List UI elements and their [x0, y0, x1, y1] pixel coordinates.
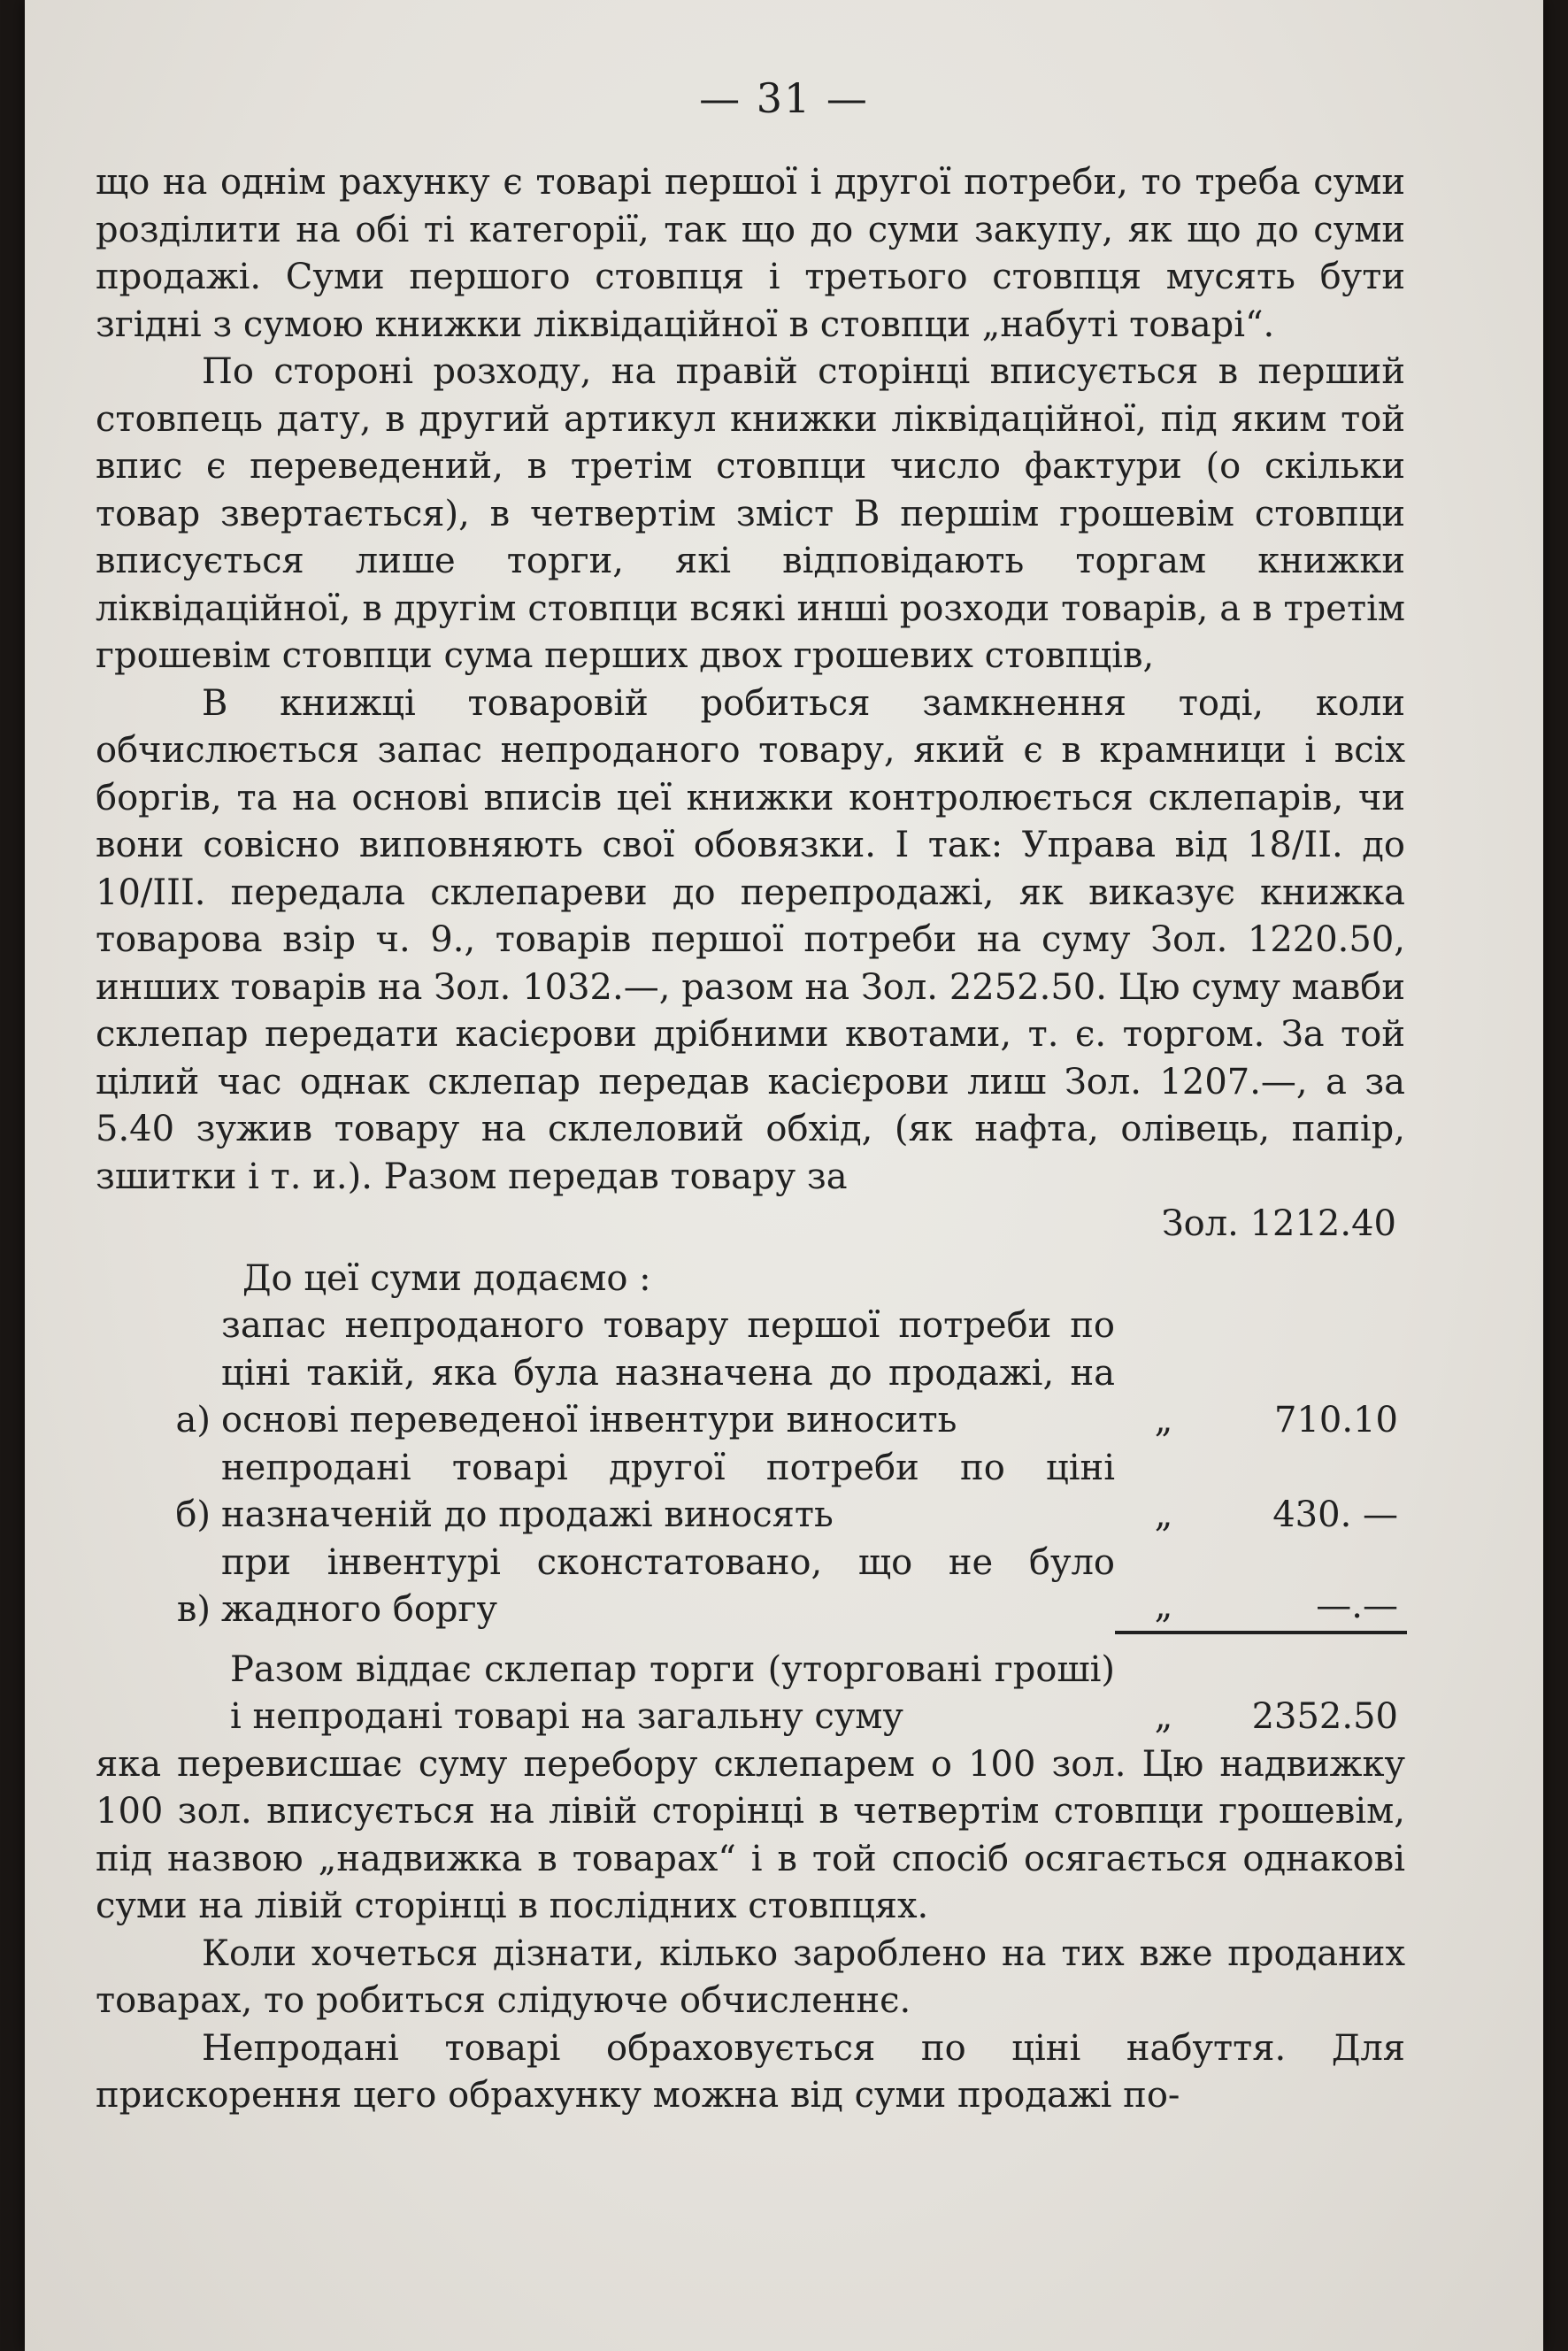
item-amount: —.—: [1212, 1583, 1407, 1634]
sum-description: Разом віддає склепар торги (уторговані гроші) і непродані товарі на загальну суму: [230, 1648, 1115, 1737]
paragraph-continuation: що на однім рахунку є товарі першої і другої потреби, то треба суми розділити на обі ті категорії, так що до суми закупу, як що до суми продажі. Суми першого стовпця і третього стовпця мусять бути згідні з сумою книжки ліквідаційної в стовпци „набуті товарі“.: [96, 162, 1405, 345]
paragraph-closing: В книжці товаровій робиться замкнення тоді, коли обчислюється запас непроданого товару, який є в крамници і всіх боргів, та на основі вписів цеї книжки контролюється склепарів, чи вони совісно виповняють свої обовязки. І так: Управа від 18/II. до 10/III. передала склепареви до перепродажі, як виказує книжка товарова взір ч. 9., товарів першої потреби на суму Зол. 1220.50, инших товарів на Зол. 1032.—, разом на Зол. 2252.50. Цю суму мавби склепар передати касієрови дрібними квотами, т. є. торгом. За той цілий час однак склепар передав касієрови лиш Зол. 1207.—, а за 5.40 зужив товару на склеловий обхід, (як нафта, олівець, папір, зшитки і т. и.). Разом передав товару за: [96, 682, 1405, 1197]
item-letter: в): [176, 1589, 211, 1630]
ditto-mark: „: [1115, 1583, 1212, 1634]
item-description: при інвентурі сконстатовано, що не було жадного боргу: [221, 1541, 1115, 1630]
paragraph-expenses: По стороні розходу, на правій сторінці вписується в перший стовпець дату, в другий артикул книжки ліквідаційної, під яким той впис є переведений, в третім стовпци число фактури (о скільки товар звертається), в четвертім зміст В першім грошевім стовпци вписується лише торги, які відповідають торгам книжки ліквідаційної, в другім стовпци всякі инші розходи товарів, а в третім грошевім стовпци сума перших двох грошевих стовпців,: [96, 351, 1405, 676]
book-page: [25, 0, 1543, 2351]
page-number: — 31 —: [699, 74, 869, 122]
ditto-mark: „: [1154, 1494, 1173, 1535]
paragraph-unsold: Непродані товарі обраховується по ціні набуття. Для прискорення цего обрахунку можна від суми продажі по-: [96, 2027, 1405, 2116]
item-letter: а): [175, 1400, 211, 1441]
item-amount: 430. —: [1272, 1494, 1398, 1535]
body-text: [96, 159, 1405, 2120]
calculation-item: [96, 1445, 1405, 1540]
transferred-total: Зол. 1212.40: [1161, 1203, 1396, 1244]
sum-amount: 2352.50: [1251, 1696, 1398, 1737]
calculation-item: [96, 1540, 1405, 1634]
paragraph-profit: Коли хочеться дізнати, кілько зароблено на тих вже проданих товарах, то робиться слідуюче обчисленнє.: [96, 1932, 1405, 2021]
calculation-sum: [96, 1647, 1405, 1741]
ditto-mark: „: [1154, 1400, 1173, 1441]
item-description: запас непроданого товару першої потреби по ціні такій, яка була назначена до продажі, на основі переведеної інвентури виносить: [221, 1305, 1115, 1441]
calculation-block: [96, 1256, 1405, 1741]
ditto-mark: „: [1154, 1696, 1173, 1737]
item-letter: б): [175, 1494, 211, 1535]
item-amount: 710.10: [1274, 1400, 1398, 1441]
calculation-intro: До цеї суми додаємо :: [242, 1257, 651, 1299]
calculation-item: [96, 1302, 1405, 1445]
item-description: непродані товарі другої потреби по ціні назначеній до продажі виносять: [221, 1447, 1115, 1535]
paragraph-surplus: яка перевисшає суму перебору склепарем о 100 зол. Цю надвижку 100 зол. вписується на лівій сторінці в четвертім стовпци грошевім, під назвою „надвижка в товарах“ і в той спосіб осягається однакові суми на лівій сторінці в послідних стовпцях.: [96, 1743, 1405, 1926]
